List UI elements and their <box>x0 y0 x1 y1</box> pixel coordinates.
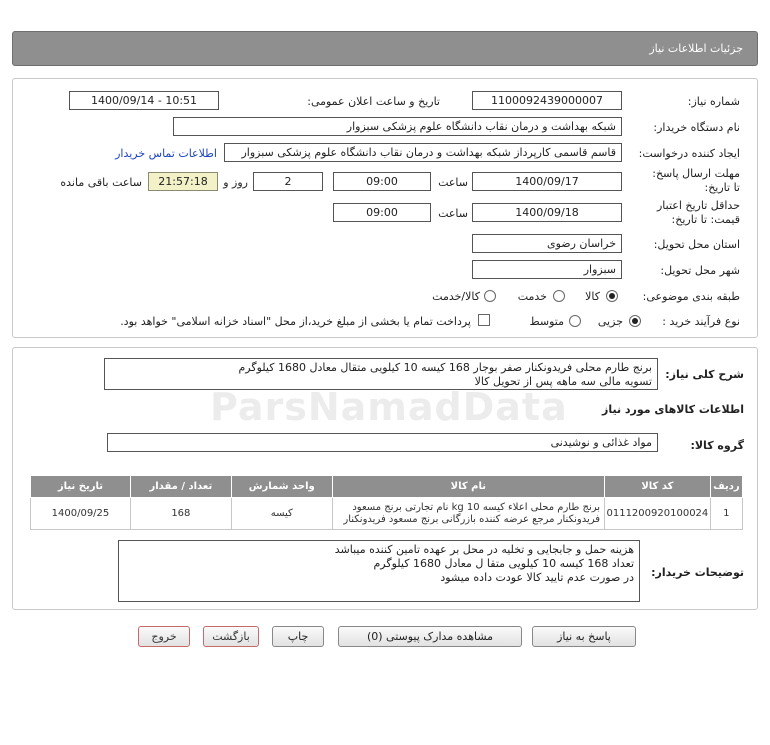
process-option-minor: جزیی <box>597 315 623 328</box>
process-radio-minor[interactable] <box>629 315 641 327</box>
contact-buyer-link[interactable]: اطلاعات تماس خریدار <box>115 147 217 160</box>
category-radio-goods[interactable] <box>606 290 618 302</box>
validity-time-field: 09:00 <box>333 203 431 222</box>
announce-field: 1400/09/14 - 10:51 <box>69 91 219 110</box>
category-option-service: خدمت <box>517 290 547 303</box>
treasury-checkbox[interactable] <box>478 314 490 326</box>
need-number-field: 1100092439000007 <box>472 91 622 110</box>
cell-code: 0111200920100024 <box>605 498 711 530</box>
cell-date: 1400/09/25 <box>31 498 131 530</box>
validity-date-field: 1400/09/18 <box>472 203 622 222</box>
table-row <box>31 498 743 530</box>
category-radio-service[interactable] <box>553 290 565 302</box>
buyer-notes-line-2: تعداد 168 کیسه 10 کیلویی متقا ل معادل 1680 کیلوگرم <box>373 557 634 570</box>
need-number-label: شماره نیاز: <box>687 95 740 108</box>
buyer-org-field: شبکه بهداشت و درمان نقاب دانشگاه علوم پزشکی سبزوار <box>173 117 622 136</box>
province-label: استان محل تحویل: <box>653 238 740 251</box>
deadline-date-field: 1400/09/17 <box>472 172 622 191</box>
remaining-time-field: 21:57:18 <box>148 172 218 191</box>
buyer-notes-line-1: هزینه حمل و جابجایی و تخلیه در محل بر عهده تامین کننده میباشد <box>334 543 634 556</box>
process-option-medium: متوسط <box>529 315 564 328</box>
col-quantity: تعداد / مقدار <box>130 476 231 498</box>
days-field: 2 <box>253 172 323 191</box>
exit-button[interactable]: خروج <box>138 626 190 647</box>
validity-time-label: ساعت <box>438 207 468 220</box>
deadline-time-field: 09:00 <box>333 172 431 191</box>
goods-group-label: گروه کالا: <box>690 439 744 452</box>
deadline-label: مهلت ارسال پاسخ: تا تاریخ: <box>652 167 740 194</box>
goods-table-header <box>31 476 743 498</box>
cell-index: 1 <box>710 498 742 530</box>
category-label: طبقه بندی موضوعی: <box>642 290 740 303</box>
validity-label: حداقل تاریخ اعتبار قیمت: تا تاریخ: <box>656 199 740 226</box>
buyer-notes-line-3: در صورت عدم تایید کالا عودت داده میشود <box>440 571 634 584</box>
city-label: شهر محل تحویل: <box>660 264 740 277</box>
requester-field: قاسم قاسمی کارپرداز شبکه بهداشت و درمان نقاب دانشگاه علوم پزشکی سبزوار <box>224 143 622 162</box>
col-name: نام کالا <box>332 476 604 498</box>
cell-name-line-2: فریدونکنار مرجع عرضه کننده بازرگانی برنج مسعود فریدونکنار <box>343 513 601 525</box>
announce-label: تاریخ و ساعت اعلان عمومی: <box>307 95 440 108</box>
reply-button[interactable]: پاسخ به نیاز <box>532 626 636 647</box>
page-title: جزئیات اطلاعات نیاز <box>649 42 743 55</box>
category-option-goods-service: کالا/خدمت <box>432 290 480 303</box>
cell-quantity: 168 <box>130 498 231 530</box>
buyer-notes-textarea <box>118 540 640 602</box>
treasury-text: پرداخت تمام یا بخشی از مبلغ خرید،از محل "اسناد خزانه اسلامی" خواهد بود. <box>120 315 471 328</box>
summary-label: شرح کلی نیاز: <box>665 368 744 381</box>
province-field: خراسان رضوی <box>472 234 622 253</box>
goods-section-title: اطلاعات کالاهای مورد نیاز <box>602 403 744 416</box>
process-label: نوع فرآیند خرید : <box>662 315 740 328</box>
col-row: ردیف <box>710 476 742 498</box>
col-unit: واحد شمارش <box>231 476 332 498</box>
back-button[interactable]: بازگشت <box>203 626 259 647</box>
buyer-notes-label: توضیحات خریدار: <box>651 566 744 579</box>
summary-line-1: برنج طارم محلی فریدونکنار صفر بوجار 168 کیسه 10 کیلویی متقال معادل 1680 کیلوگرم <box>238 361 652 374</box>
page-header <box>12 31 758 66</box>
buyer-org-label: نام دستگاه خریدار: <box>653 121 740 134</box>
attachments-button[interactable]: مشاهده مدارک پیوستی (0) <box>338 626 522 647</box>
category-option-goods: کالا <box>585 290 600 303</box>
cell-name-line-1: برنج طارم محلی اعلاء کیسه 10 kg نام تجارتی برنج مسعود <box>352 501 601 513</box>
days-label: روز و <box>223 176 248 189</box>
process-radio-medium[interactable] <box>569 315 581 327</box>
deadline-time-label: ساعت <box>438 176 468 189</box>
col-code: کد کالا <box>605 476 711 498</box>
city-field: سبزوار <box>472 260 622 279</box>
requester-label: ایجاد کننده درخواست: <box>638 147 740 160</box>
cell-name <box>332 498 604 530</box>
cell-unit: کیسه <box>231 498 332 530</box>
watermark: ParsNamadData <box>210 385 568 429</box>
col-date: تاریخ نیاز <box>31 476 131 498</box>
print-button[interactable]: چاپ <box>272 626 324 647</box>
remaining-label: ساعت باقی مانده <box>60 176 142 189</box>
goods-table <box>30 475 743 530</box>
summary-line-2: تسویه مالی سه ماهه پس از تحویل کالا <box>474 375 652 388</box>
category-radio-goods-service[interactable] <box>484 290 496 302</box>
goods-group-field: مواد غذائی و نوشیدنی <box>107 433 658 452</box>
